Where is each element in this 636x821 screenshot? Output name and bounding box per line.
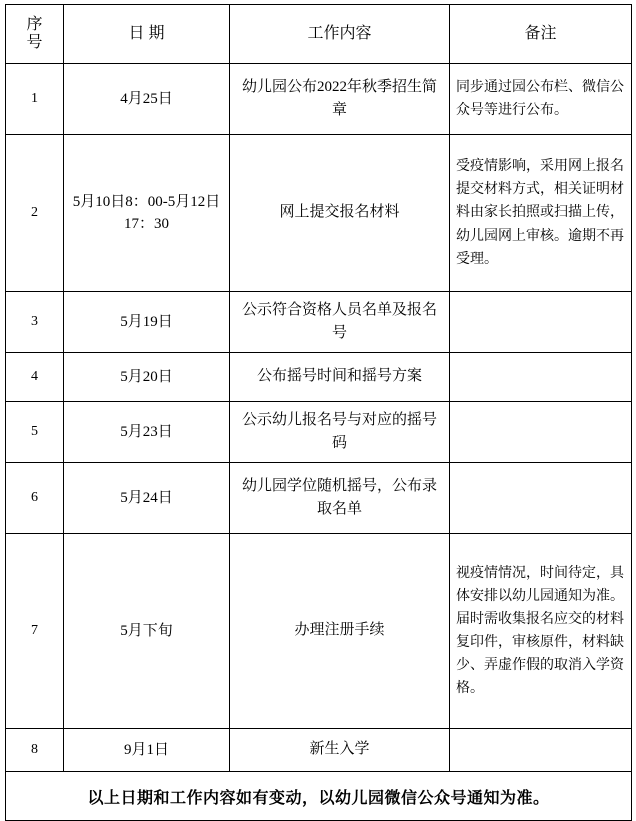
row-no: 7: [6, 534, 64, 729]
row-work: 网上提交报名材料: [230, 135, 450, 292]
header-no-line1: 序: [26, 15, 43, 33]
row-date: 5月24日: [64, 463, 230, 534]
row-note: [450, 353, 632, 402]
footer-note: 以上日期和工作内容如有变动，以幼儿园微信公众号通知为准。: [6, 772, 632, 821]
row-no: 3: [6, 292, 64, 353]
row-no: 5: [6, 402, 64, 463]
table-row: [6, 729, 632, 772]
row-date: 5月20日: [64, 353, 230, 402]
table-header: [6, 5, 632, 64]
table-header-row: [6, 5, 632, 64]
row-date: 5月10日8：00-5月12日17：30: [64, 135, 230, 292]
table-row: [6, 292, 632, 353]
row-date: 4月25日: [64, 64, 230, 135]
row-work: 公布摇号时间和摇号方案: [230, 353, 450, 402]
row-note: [450, 729, 632, 772]
row-no: 6: [6, 463, 64, 534]
row-date: 5月23日: [64, 402, 230, 463]
table-row: [6, 64, 632, 135]
table-body: [6, 64, 632, 821]
row-note: [450, 402, 632, 463]
row-note: [450, 292, 632, 353]
row-note: 视疫情情况，时间待定，具体安排以幼儿园通知为准。届时需收集报名应交的材料复印件，审核原件，材料缺少、弄虚作假的取消入学资格。: [450, 534, 632, 729]
row-note: 受疫情影响，采用网上报名提交材料方式，相关证明材料由家长拍照或扫描上传，幼儿园网上审核。逾期不再受理。: [450, 135, 632, 292]
row-work: 幼儿园公布2022年秋季招生简章: [230, 64, 450, 135]
header-cell-no: [6, 5, 64, 64]
row-work: 公示符合资格人员名单及报名号: [230, 292, 450, 353]
row-work: 新生入学: [230, 729, 450, 772]
table-row: [6, 402, 632, 463]
table-row: [6, 534, 632, 729]
row-no: 4: [6, 353, 64, 402]
row-no: 2: [6, 135, 64, 292]
row-date: 5月19日: [64, 292, 230, 353]
row-date: 9月1日: [64, 729, 230, 772]
row-note: [450, 463, 632, 534]
table-footer-row: [6, 772, 632, 821]
table-row: [6, 463, 632, 534]
table-row: [6, 135, 632, 292]
row-no: 1: [6, 64, 64, 135]
schedule-table: [5, 4, 632, 821]
header-cell-date: 日 期: [64, 5, 230, 64]
row-work: 办理注册手续: [230, 534, 450, 729]
row-no: 8: [6, 729, 64, 772]
row-date: 5月下旬: [64, 534, 230, 729]
header-cell-work: 工作内容: [230, 5, 450, 64]
row-note: 同步通过园公布栏、微信公 众号等进行公布。: [450, 64, 632, 135]
header-cell-note: 备注: [450, 5, 632, 64]
header-no-line2: 号: [26, 34, 43, 51]
row-work: 公示幼儿报名号与对应的摇号码: [230, 402, 450, 463]
table-row: [6, 353, 632, 402]
row-work: 幼儿园学位随机摇号，公布录取名单: [230, 463, 450, 534]
